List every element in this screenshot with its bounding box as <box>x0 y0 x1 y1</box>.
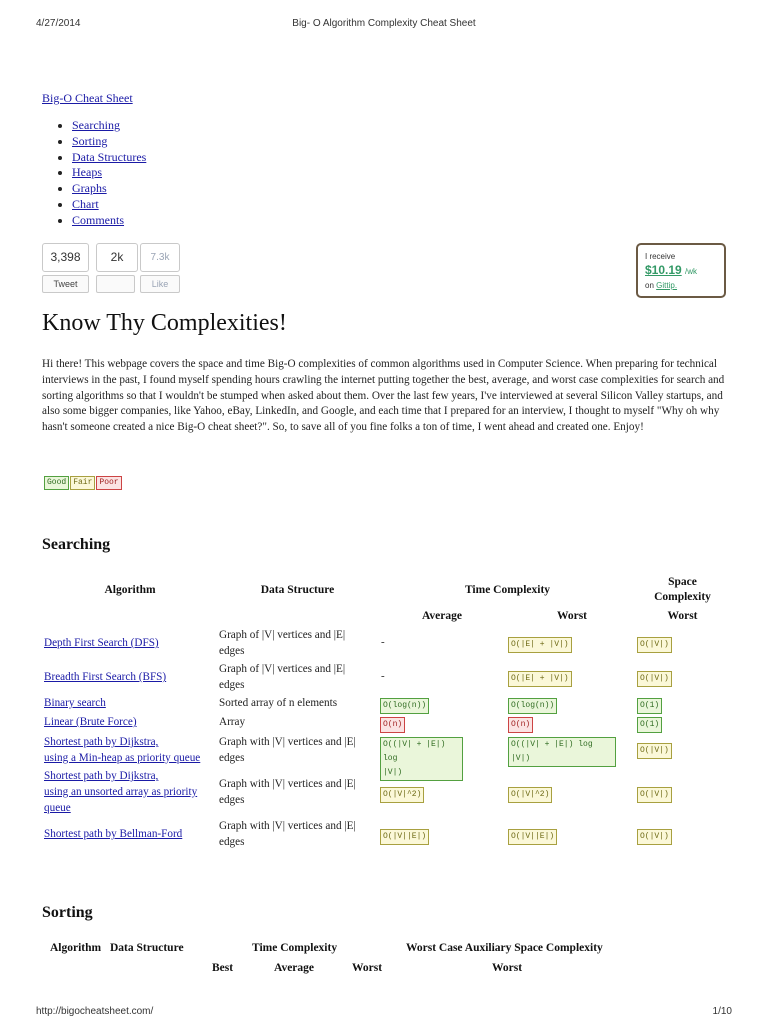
section-title-sorting: Sorting <box>42 904 93 921</box>
gittip-amount-row <box>645 263 724 277</box>
ds-text: Graph of |V| vertices and |E| <box>219 629 346 641</box>
legend <box>44 471 123 490</box>
table-row-algo <box>44 769 197 816</box>
table-row-ds <box>219 662 345 694</box>
toc-item <box>72 118 146 134</box>
table-row-ds: Array <box>219 716 246 728</box>
avg-badge: O(n) <box>380 717 405 733</box>
table-of-contents <box>58 118 146 229</box>
ds-text: edges <box>219 835 245 848</box>
badge-line: O((|V| + |E|) log <box>511 740 593 749</box>
worst-badge: O(|V||E|) <box>508 829 557 845</box>
legend-good: Good <box>44 476 69 490</box>
toc-link-heaps[interactable]: Heaps <box>72 165 102 180</box>
space-badge: O(|V|) <box>637 637 672 653</box>
algo-link-bellman-ford[interactable]: Shortest path by Bellman-Ford <box>44 828 183 840</box>
gittip-on-row <box>645 281 724 290</box>
ds-text: edges <box>219 793 245 806</box>
algo-link-dijkstra-array[interactable] <box>44 770 197 814</box>
print-page-number: 1/10 <box>712 1006 732 1017</box>
col-header-space-2: Complexity <box>654 591 711 603</box>
print-date: 4/27/2014 <box>36 18 81 29</box>
space-badge: O(|V|) <box>637 787 672 803</box>
algo-link-binary-search[interactable]: Binary search <box>44 697 106 709</box>
table-row-algo <box>44 696 106 712</box>
algo-line: using a Min-heap as priority queue <box>44 751 201 764</box>
avg-value: - <box>381 670 385 682</box>
worst-badge: O(log(n)) <box>508 698 557 714</box>
gittip-per: /wk <box>685 267 698 276</box>
avg-badge: O(log(n)) <box>380 698 429 714</box>
gittip-widget[interactable] <box>636 243 726 298</box>
col-header-aux-worst: Worst <box>492 962 523 974</box>
algo-line: using an unsorted array as priority <box>44 785 198 798</box>
space-badge: O(1) <box>637 698 662 714</box>
avg-badge: O(|V||E|) <box>380 829 429 845</box>
worst-badge <box>508 737 616 767</box>
ds-text: Graph with |V| vertices and |E| <box>219 820 356 832</box>
badge-line: |V|) <box>511 754 531 763</box>
gplus-button[interactable] <box>96 275 135 293</box>
toc-link-data-structures[interactable]: Data Structures <box>72 149 147 164</box>
table-row-algo <box>44 715 137 731</box>
ds-text: Graph with |V| vertices and |E| <box>219 778 356 790</box>
badge-line: O((|V| + |E|) log <box>383 740 446 763</box>
worst-badge: O(|E| + |V|) <box>508 671 572 687</box>
col-header-data-structure: Data Structure <box>260 584 335 596</box>
col-header-time: Time Complexity <box>252 942 338 954</box>
ds-text: edges <box>219 751 245 764</box>
worst-badge: O(|V|^2) <box>508 787 552 803</box>
col-header-data-structure: Data Structure <box>110 942 184 954</box>
table-row-ds <box>219 735 356 767</box>
legend-fair: Fair <box>70 476 95 490</box>
avg-badge <box>380 737 463 781</box>
intro-paragraph: Hi there! This webpage covers the space and time Big-O complexities of common algorithms used in Computer Science. When preparing for technical interviews in the past, I found myself spending hours crawling the internet putting together the best, average, and worst case complexities for search and sorting algorithms so that I wouldn't be stumped when asked about them. Over the last few years, I've interviewed at several Silicon Valley startups, and also some bigger companies, like Yahoo, eBay, LinkedIn, and Google, and each time that I prepared for an interview, I thought to myself "Why oh why hasn't someone created a nice Big-O cheat sheet?". So, to save all of you fine folks a ton of time, I went ahead and created one. Enjoy! <box>42 358 725 434</box>
table-row-algo <box>44 827 182 843</box>
avg-badge: O(|V|^2) <box>380 787 424 803</box>
algo-line: queue <box>44 801 71 814</box>
space-badge: O(|V|) <box>637 743 672 759</box>
ds-text: edges <box>219 678 245 691</box>
print-url: http://bigocheatsheet.com/ <box>36 1006 154 1017</box>
gittip-receive: I receive <box>645 252 676 261</box>
table-row-algo <box>44 670 166 686</box>
toc-item <box>72 134 146 150</box>
tweet-count: 3,398 <box>42 243 89 272</box>
col-header-time: Time Complexity <box>464 584 551 596</box>
algo-link-bfs[interactable]: Breadth First Search (BFS) <box>44 671 167 683</box>
gplus-count: 2k <box>96 243 138 272</box>
toc-link-sorting[interactable]: Sorting <box>72 133 108 148</box>
table-row-ds <box>219 819 356 851</box>
algo-line: Shortest path by Dijkstra, <box>44 736 159 748</box>
section-title-searching: Searching <box>42 536 111 553</box>
col-header-average: Average <box>274 962 315 974</box>
space-badge: O(|V|) <box>637 671 672 687</box>
toc-link-chart[interactable]: Chart <box>72 196 99 211</box>
gittip-service-link[interactable]: Gittip. <box>656 281 678 290</box>
col-header-space-1: Space <box>668 576 697 588</box>
col-header-average: Average <box>421 610 462 622</box>
space-badge: O(1) <box>637 717 662 733</box>
toc-item <box>72 213 146 229</box>
toc-link-graphs[interactable]: Graphs <box>72 181 107 196</box>
ds-text: edges <box>219 644 245 657</box>
algo-link-dfs[interactable]: Depth First Search (DFS) <box>44 637 159 649</box>
toc-item <box>72 181 146 197</box>
toc-item <box>72 165 146 181</box>
table-row-algo <box>44 636 159 652</box>
worst-badge: O(|E| + |V|) <box>508 637 572 653</box>
like-count: 7.3k <box>140 243 180 272</box>
worst-badge: O(n) <box>508 717 533 733</box>
col-header-algorithm: Algorithm <box>50 942 102 954</box>
col-header-worst: Worst <box>352 962 383 974</box>
col-header-best: Best <box>212 962 234 974</box>
gittip-amount[interactable]: $10.19 <box>645 263 682 277</box>
ds-text: Graph of |V| vertices and |E| <box>219 663 346 675</box>
table-row-ds <box>219 777 356 809</box>
col-header-algorithm: Algorithm <box>104 584 156 596</box>
algo-line: Shortest path by Dijkstra, <box>44 770 159 782</box>
print-title: Big- O Algorithm Complexity Cheat Sheet <box>292 18 476 29</box>
col-header-worst: Worst <box>556 610 588 622</box>
table-row-ds <box>219 628 345 660</box>
ds-text: Graph with |V| vertices and |E| <box>219 736 356 748</box>
like-button[interactable]: Like <box>140 275 180 293</box>
site-title-link[interactable]: Big-O Cheat Sheet <box>42 91 133 105</box>
toc-link-comments[interactable]: Comments <box>72 212 125 227</box>
badge-line: |V|) <box>383 768 403 777</box>
algo-link-dijkstra-heap[interactable] <box>44 736 200 764</box>
col-header-aux-space: Worst Case Auxiliary Space Complexity <box>406 942 603 954</box>
table-row-algo <box>44 735 200 767</box>
legend-poor: Poor <box>96 476 121 490</box>
avg-value: - <box>381 636 385 648</box>
toc-item <box>72 150 146 166</box>
algo-link-linear[interactable]: Linear (Brute Force) <box>44 716 137 728</box>
toc-link-searching[interactable]: Searching <box>72 118 120 132</box>
tweet-button[interactable]: Tweet <box>42 275 89 293</box>
page-title: Know Thy Complexities! <box>42 310 287 336</box>
gittip-on: on <box>645 281 654 290</box>
toc-item <box>72 197 146 213</box>
col-header-space-worst: Worst <box>667 610 698 622</box>
table-row-ds: Sorted array of n elements <box>219 697 338 709</box>
space-badge: O(|V|) <box>637 829 672 845</box>
